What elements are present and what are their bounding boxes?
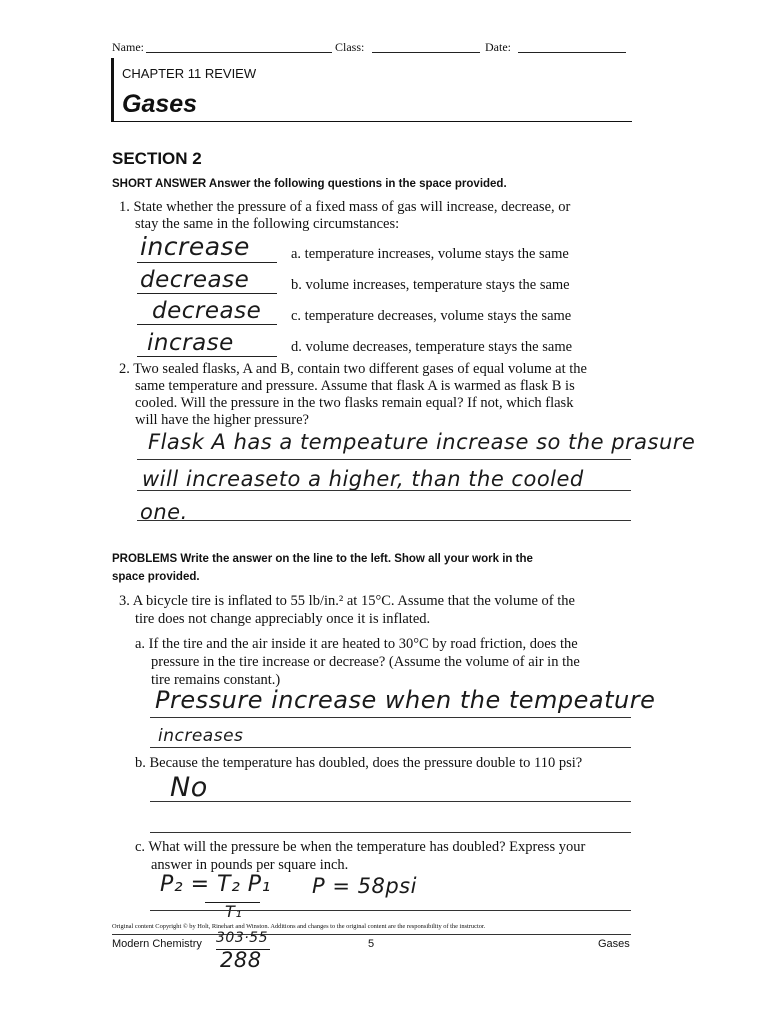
class-blank[interactable] — [372, 52, 480, 53]
q3b-text: b. Because the temperature has doubled, does the pressure double to 110 psi? — [135, 755, 583, 771]
q1-prompt-line1: 1. State whether the pressure of a fixed mass of gas will increase, decrease, or — [119, 199, 571, 215]
q1-a-text: a. temperature increases, volume stays the same — [291, 246, 569, 262]
q1-a-answer[interactable]: increase — [140, 232, 250, 261]
q1-c-answer[interactable]: decrease — [152, 298, 262, 324]
date-blank[interactable] — [518, 52, 626, 53]
q3b-answer[interactable]: No — [170, 772, 208, 803]
q1-a-blank[interactable] — [137, 262, 277, 263]
q1-b-answer[interactable]: decrease — [140, 267, 250, 293]
q3a-line2: pressure in the tire increase or decrease? (Assume the volume of air in the — [151, 654, 580, 670]
q3a-rule-1 — [150, 717, 631, 718]
q1-d-text: d. volume decreases, temperature stays the same — [291, 339, 573, 355]
q2-line2: same temperature and pressure. Assume that flask A is warmed as flask B is — [135, 378, 575, 394]
name-blank[interactable] — [146, 52, 332, 53]
q1-prompt-line2: stay the same in the following circumstances: — [135, 216, 400, 232]
footer-book: Modern Chemistry — [112, 938, 202, 950]
q2-line1: 2. Two sealed flasks, A and B, contain two different gases of equal volume at the — [119, 361, 587, 377]
q3-line2: tire does not change appreciably once it is inflated. — [135, 611, 431, 627]
q3c-line2: answer in pounds per square inch. — [151, 857, 349, 873]
q1-c-blank[interactable] — [137, 324, 277, 325]
footer-topic: Gases — [598, 938, 630, 950]
q3a-answer-line2[interactable]: increases — [158, 726, 244, 746]
footer-page-number: 5 — [368, 938, 375, 950]
class-label: Class: — [335, 40, 365, 54]
q1-c-text: c. temperature decreases, volume stays the same — [291, 308, 572, 324]
chapter-label: CHAPTER 11 REVIEW — [122, 66, 257, 81]
q2-answer-line1[interactable]: Flask A has a tempeature increase so the prasure — [148, 430, 696, 454]
q3a-rule-2 — [150, 747, 631, 748]
q3a-line1: a. If the tire and the air inside it are heated to 30°C by road friction, does the — [135, 636, 578, 652]
name-label: Name: — [112, 40, 144, 54]
problems-instructions-line1: PROBLEMS Write the answer on the line to the left. Show all your work in the — [112, 553, 533, 565]
page-title: Gases — [122, 90, 198, 118]
q3c-work-equation[interactable]: P₂ = T₂ P₁ — [160, 872, 271, 897]
q2-answer-line3[interactable]: one. — [140, 500, 188, 524]
q3c-work-denominator-2[interactable]: 288 — [220, 948, 262, 972]
q3b-rule-1 — [150, 801, 631, 802]
q3b-rule-2 — [150, 832, 631, 833]
q3-line1: 3. A bicycle tire is inflated to 55 lb/in.² at 15°C. Assume that the volume of the — [119, 593, 575, 609]
q2-answer-line2[interactable]: will increaseto a higher, than the cooled — [142, 467, 584, 491]
q1-b-blank[interactable] — [137, 293, 277, 294]
q3a-answer-line1[interactable]: Pressure increase when the tempeature — [155, 686, 656, 714]
q3c-line1: c. What will the pressure be when the temperature has doubled? Express your — [135, 839, 586, 855]
q2-line4: will have the higher pressure? — [135, 412, 309, 428]
q1-d-blank[interactable] — [137, 356, 277, 357]
q1-b-text: b. volume increases, temperature stays the same — [291, 277, 570, 293]
q3a-line3: tire remains constant.) — [151, 672, 281, 688]
copyright-notice: Original content Copyright © by Holt, Rinehart and Winston. Additions and changes to the original content are the responsibility of the instructor. — [112, 923, 486, 930]
q3c-work-result[interactable]: P = 58psi — [312, 874, 417, 898]
q2-rule-1 — [137, 459, 631, 460]
q3c-work-denominator[interactable]: T₁ — [225, 902, 243, 921]
footer-rule — [112, 934, 631, 935]
q2-rule-3 — [137, 520, 631, 521]
q1-d-answer[interactable]: incrase — [147, 330, 234, 356]
section-heading: SECTION 2 — [112, 149, 202, 168]
q2-rule-2 — [137, 490, 631, 491]
q3c-work-numerator[interactable]: 303·55 — [216, 930, 268, 946]
title-bar-accent — [111, 58, 114, 122]
date-label: Date: — [485, 40, 511, 54]
short-answer-instructions: SHORT ANSWER Answer the following questions in the space provided. — [112, 178, 507, 190]
q2-line3: cooled. Will the pressure in the two flasks remain equal? If not, which flask — [135, 395, 574, 411]
q3c-rule — [150, 910, 631, 911]
problems-instructions-line2: space provided. — [112, 571, 200, 583]
title-underline — [111, 121, 632, 122]
